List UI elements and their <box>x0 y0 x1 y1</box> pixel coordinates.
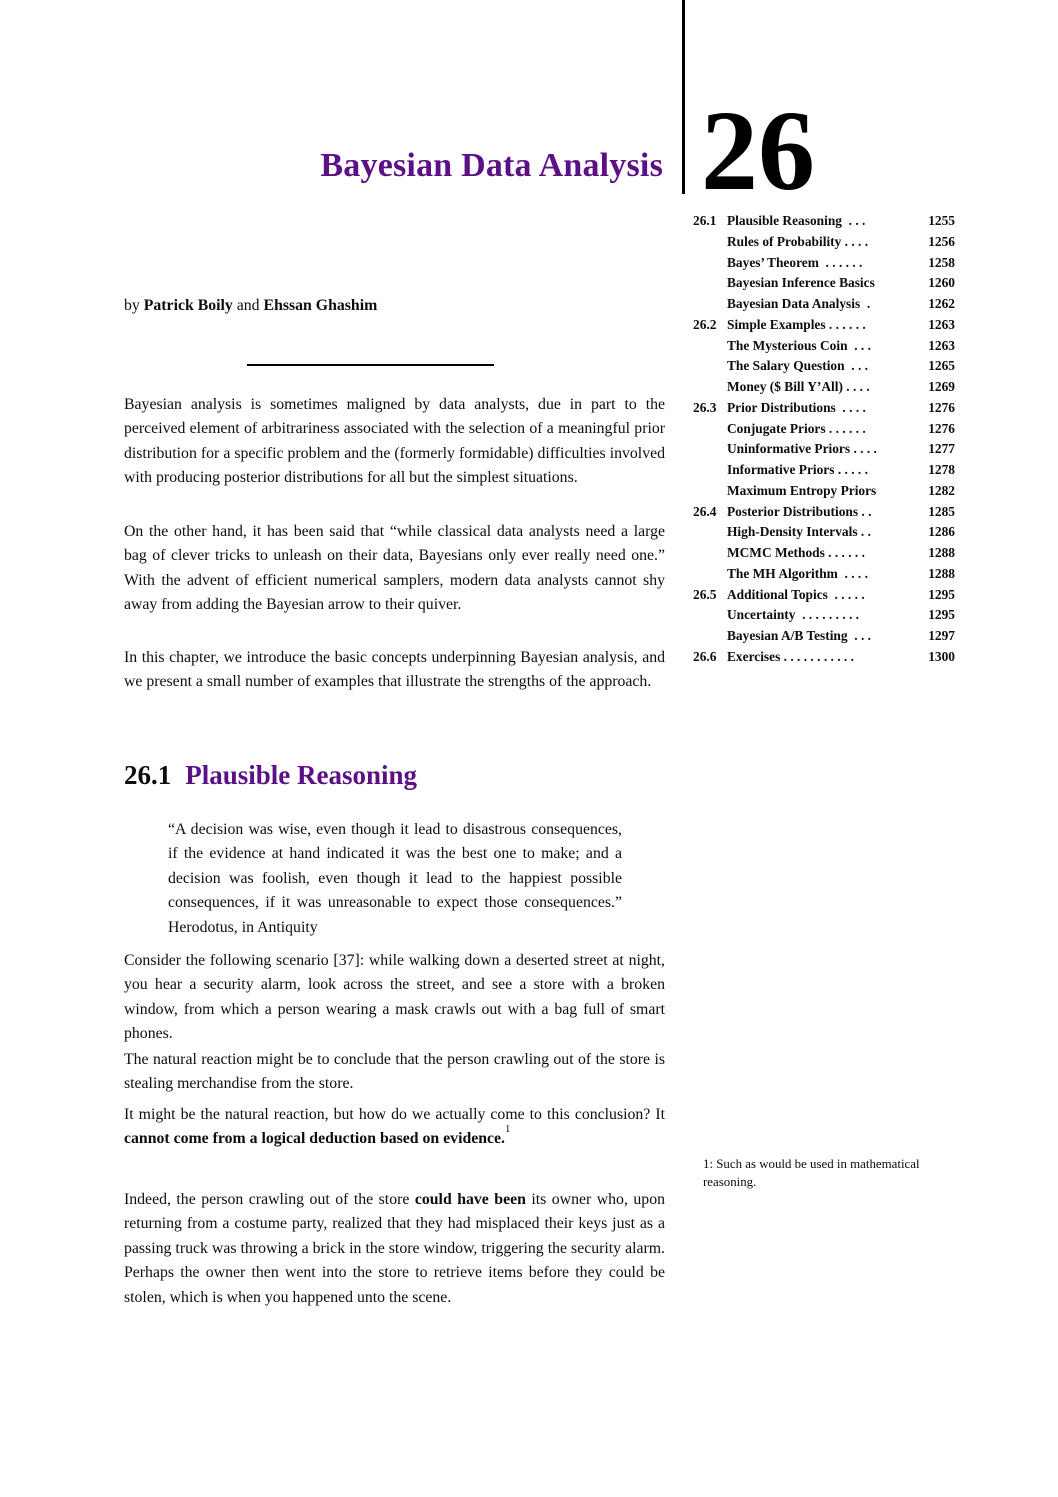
toc-entry[interactable] <box>693 460 955 481</box>
toc-entry-page: 1300 <box>928 648 955 664</box>
toc-entry[interactable] <box>693 647 955 668</box>
toc-entry-label: The Mysterious Coin . . . <box>727 337 871 353</box>
chapter-number: 26 <box>701 87 815 214</box>
body-paragraph: On the other hand, it has been said that “while classical data analysts need a large bag of clever tricks to unleash on their data, Bayesians only ever really need one.” With the advent of efficient numerical samplers, modern data analysts cannot shy away from adding the Bayesian arrow to their quiver. <box>124 523 665 614</box>
toc-entry-page: 1288 <box>928 545 955 560</box>
toc-entry-page: 1295 <box>928 586 955 602</box>
toc-entry-page: 1276 <box>928 399 955 415</box>
toc-entry[interactable] <box>693 481 955 502</box>
toc-entry-number <box>693 439 727 460</box>
body-paragraph: Indeed, the person crawling out of the store could have been its owner who, upon returning from a costume party, realized that they had misplaced their keys just as a passing truck was throwing a brick in the store window, triggering the security alarm. Perhaps the owner then went into the store to retrieve items before they could be stolen, which is when you happened unto the scene. <box>124 1191 665 1306</box>
toc-entry-page: 1256 <box>928 233 955 249</box>
footnote-reference[interactable]: 1 <box>505 1123 511 1136</box>
toc-entry[interactable] <box>693 419 955 440</box>
toc-entry-label: The Salary Question . . . <box>727 358 868 374</box>
toc-entry-label: Bayesian Inference Basics <box>727 275 875 291</box>
body-paragraph: Bayesian analysis is sometimes maligned by data analysts, due in part to the perceived element of arbitrariness associated with the selection of a meaningful prior distribution for a specific problem and the (formerly formidable) difficulties involved with producing posterior distributions for all but the simplest situations. <box>124 396 665 487</box>
toc-entry-page: 1282 <box>928 482 955 498</box>
section-heading <box>124 759 665 791</box>
toc-entry-label: MCMC Methods . . . . . . <box>727 545 865 560</box>
bold-text: Patrick Boily <box>143 297 233 314</box>
toc-entry-number <box>693 356 727 377</box>
toc-entry-number: 26.5 <box>693 586 717 602</box>
toc-entry[interactable] <box>693 543 955 564</box>
toc-entry-label: Uninformative Priors . . . . <box>727 441 877 457</box>
toc-entry[interactable] <box>693 626 955 647</box>
byline: by Patrick Boily and Ehssan Ghashim <box>124 297 378 314</box>
section-title: Plausible Reasoning <box>185 760 418 790</box>
body-paragraph: The natural reaction might be to conclude that the person crawling out of the store is stealing merchandise from the store. <box>124 1051 665 1093</box>
toc-entry[interactable] <box>693 605 955 626</box>
toc-entry-page: 1258 <box>928 254 955 270</box>
toc-entry-number <box>693 481 727 502</box>
toc-entry-page: 1297 <box>928 628 955 643</box>
toc-entry-page: 1260 <box>928 275 955 291</box>
toc-entry-label: The MH Algorithm . . . . <box>727 565 868 581</box>
footnote-sidenote: 1: Such as would be used in mathematical reasoning. <box>703 1157 920 1189</box>
bold-text: could have been <box>414 1191 526 1208</box>
toc-entry-label: Plausible Reasoning . . . <box>727 213 866 228</box>
toc-entry-label: Bayesian A/B Testing . . . <box>727 628 871 643</box>
toc-entry-page: 1269 <box>928 379 955 394</box>
toc-entry-label: Posterior Distributions . . <box>727 503 872 519</box>
toc-entry-page: 1286 <box>928 524 955 540</box>
toc-entry-page: 1265 <box>928 358 955 374</box>
toc-entry-page: 1276 <box>928 420 955 436</box>
toc-entry-label: Maximum Entropy Priors <box>727 482 877 498</box>
toc-entry-page: 1278 <box>928 462 955 477</box>
toc-entry-label: High-Density Intervals . . <box>727 524 871 540</box>
bold-text: cannot come from a logical deduction based on evidence. <box>124 1130 506 1148</box>
toc-entry-page: 1295 <box>928 607 955 623</box>
toc-entry[interactable] <box>693 294 955 315</box>
body-paragraph: It might be the natural reaction, but how do we actually come to this conclusion? It cannot come from a logical deduction based on evidence.$^1$ <box>124 1106 665 1148</box>
toc-entry[interactable] <box>693 522 955 543</box>
toc-entry-label: Simple Examples . . . . . . <box>727 316 866 332</box>
toc-entry[interactable] <box>693 336 955 357</box>
bold-text: Ehssan Ghashim <box>263 297 378 314</box>
chapter-divider-rule <box>682 0 685 194</box>
toc-entry-page: 1255 <box>928 213 955 228</box>
margin-toc <box>693 211 955 668</box>
toc-entry-page: 1277 <box>928 441 955 457</box>
toc-entry-page: 1262 <box>928 296 955 311</box>
toc-entry-page: 1263 <box>928 316 955 332</box>
separator-rule <box>247 364 494 366</box>
toc-entry-number <box>693 377 727 398</box>
toc-entry-number <box>693 232 727 253</box>
toc-entry[interactable] <box>693 211 955 232</box>
toc-entry-number <box>693 419 727 440</box>
toc-entry-number <box>693 543 727 564</box>
toc-entry[interactable] <box>693 273 955 294</box>
toc-entry-number: 26.3 <box>693 399 717 415</box>
toc-entry-label: Bayes’ Theorem . . . . . . <box>727 254 863 270</box>
toc-entry-page: 1285 <box>928 503 955 519</box>
toc-entry-page: 1263 <box>928 337 955 353</box>
toc-entry-number <box>693 253 727 274</box>
toc-entry-number <box>693 460 727 481</box>
toc-entry-number: 26.1 <box>693 213 717 228</box>
toc-entry-number: 26.2 <box>693 316 717 332</box>
toc-entry-label: Conjugate Priors . . . . . . <box>727 420 866 436</box>
toc-entry[interactable] <box>693 585 955 606</box>
toc-entry[interactable] <box>693 439 955 460</box>
toc-entry-label: Additional Topics . . . . . <box>727 586 865 602</box>
toc-entry[interactable] <box>693 398 955 419</box>
toc-entry-number <box>693 273 727 294</box>
toc-entry-label: Exercises . . . . . . . . . . . <box>727 648 854 664</box>
toc-entry-number <box>693 605 727 626</box>
toc-entry[interactable] <box>693 315 955 336</box>
toc-entry[interactable] <box>693 502 955 523</box>
toc-entry[interactable] <box>693 253 955 274</box>
body-paragraph: In this chapter, we introduce the basic concepts underpinning Bayesian analysis, and we present a small number of examples that illustrate the strengths of the approach. <box>124 649 665 691</box>
section-number: 26.1 <box>124 760 172 790</box>
toc-entry[interactable] <box>693 377 955 398</box>
toc-entry-page: 1288 <box>928 565 955 581</box>
body-paragraph: Consider the following scenario [37]: while walking down a deserted street at night, you hear a security alarm, look across the street, and see a store with a broken window, from which a person wearing a mask crawls out with a bag full of smart phones. <box>124 952 665 1043</box>
toc-entry-number <box>693 564 727 585</box>
toc-entry-number: 26.4 <box>693 503 717 519</box>
block-quote: “A decision was wise, even though it lead to disastrous consequences, if the evidence at hand indicated it was the best one to make; and a decision was foolish, even though it lead to the happiest possible consequences, if it was unreasonable to expect those consequences.” Herodotus, in Antiquity <box>168 821 622 936</box>
toc-entry-label: Informative Priors . . . . . <box>727 462 868 477</box>
toc-entry-number <box>693 522 727 543</box>
toc-entry-number <box>693 336 727 357</box>
toc-entry[interactable] <box>693 564 955 585</box>
toc-entry-label: Prior Distributions . . . . <box>727 399 866 415</box>
toc-entry-label: Uncertainty . . . . . . . . . <box>727 607 860 623</box>
chapter-title: Bayesian Data Analysis <box>320 147 663 184</box>
toc-entry[interactable] <box>693 356 955 377</box>
toc-entry-number <box>693 626 727 647</box>
toc-entry-label: Rules of Probability . . . . <box>727 233 869 249</box>
toc-entry-label: Bayesian Data Analysis . <box>727 296 871 311</box>
toc-entry-number: 26.6 <box>693 648 717 664</box>
toc-entry-label: Money ($ Bill Y’All) . . . . <box>727 379 870 394</box>
toc-entry-number <box>693 294 727 315</box>
toc-entry[interactable] <box>693 232 955 253</box>
